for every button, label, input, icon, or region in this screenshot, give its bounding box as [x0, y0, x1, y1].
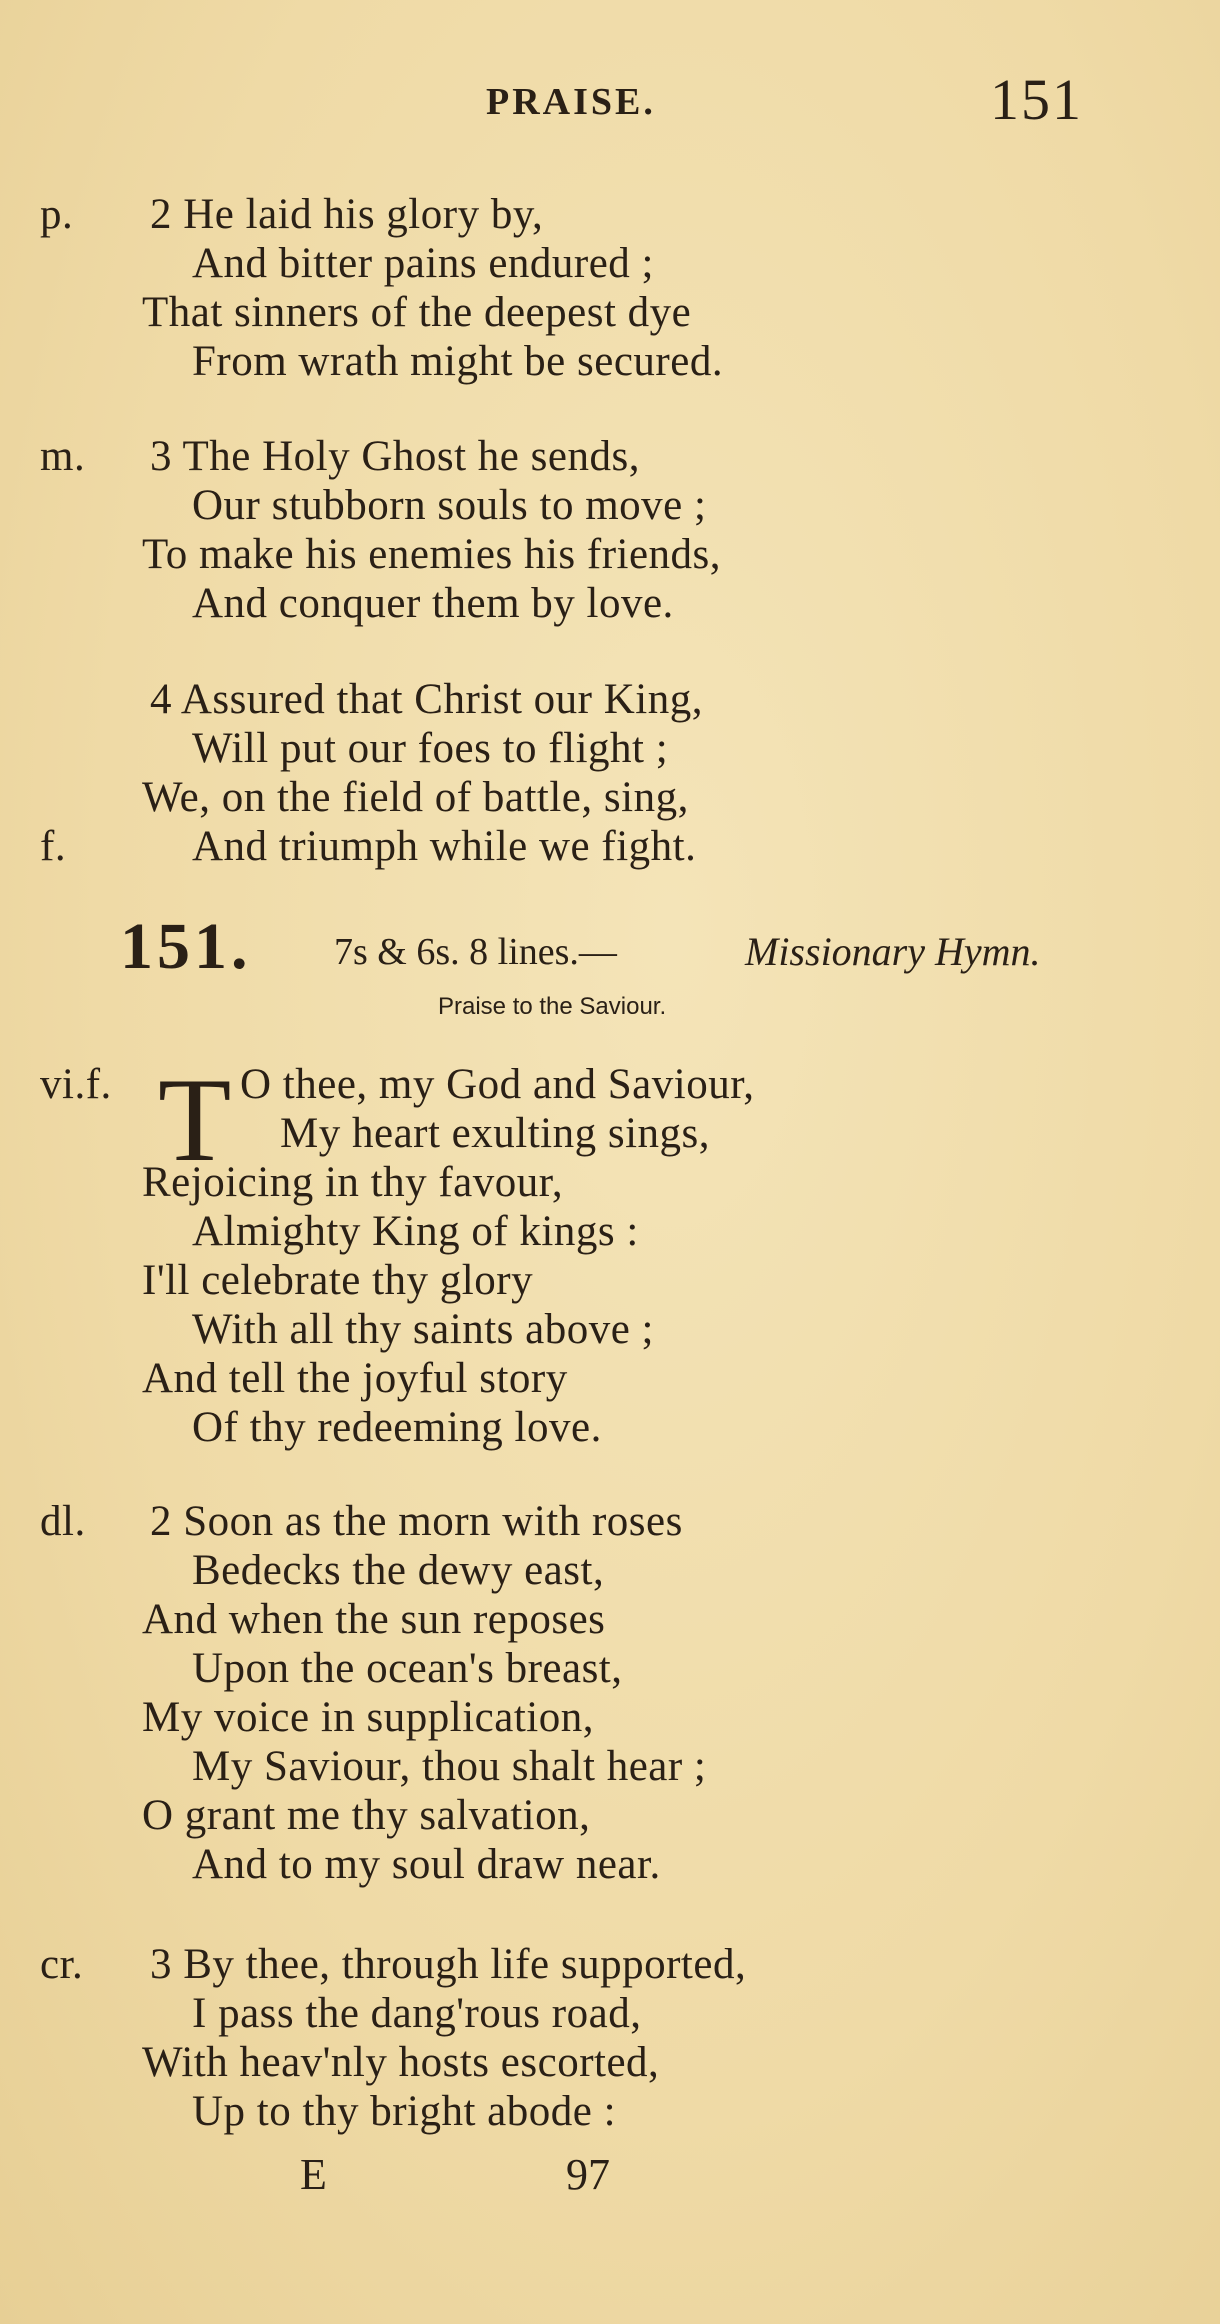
verse-line: Rejoicing in thy favour,: [142, 1159, 564, 1206]
hymn-tune: Missionary Hymn.: [745, 929, 1041, 974]
verse-line: 4 Assured that Christ our King,: [150, 676, 703, 723]
verse-line: 3 By thee, through life supported,: [150, 1941, 747, 1988]
verse-line: My voice in supplication,: [142, 1694, 594, 1741]
page-header: [0, 60, 1220, 130]
verse-line: 2 He laid his glory by,: [150, 191, 544, 238]
hymn-number: 151.: [120, 910, 252, 983]
signature-number: 97: [566, 2150, 610, 2199]
drop-cap: T: [158, 1053, 232, 1186]
verse-line: My Saviour, thou shalt hear ;: [192, 1743, 707, 1790]
verse-line: 2 Soon as the morn with roses: [150, 1498, 683, 1545]
signature-line: [0, 2150, 1220, 2220]
verse-line: Up to thy bright abode :: [192, 2088, 617, 2135]
hymn-subtitle: Praise to the Saviour.: [438, 993, 667, 1020]
dynamic-mark: vi.f.: [40, 1061, 112, 1108]
verse-line: 3 The Holy Ghost he sends,: [150, 433, 640, 480]
verse-line: My heart exulting sings,: [280, 1110, 711, 1157]
verse-line: O grant me thy salvation,: [142, 1792, 591, 1839]
verse-line: Bedecks the dewy east,: [192, 1547, 605, 1594]
verse-line: And tell the joyful story: [142, 1355, 568, 1402]
hymn-meter: 7s & 6s. 8 lines.—: [334, 931, 617, 973]
verse-line: To make his enemies his friends,: [142, 531, 722, 578]
verse-line: We, on the field of battle, sing,: [142, 774, 689, 821]
dynamic-mark: f.: [40, 823, 67, 870]
verse-line: And to my soul draw near.: [192, 1841, 661, 1888]
verse-line: I'll celebrate thy glory: [142, 1257, 534, 1304]
verse-line: Our stubborn souls to move ;: [192, 482, 707, 529]
verse-line: And conquer them by love.: [192, 580, 674, 627]
verse-line: With heav'nly hosts escorted,: [142, 2039, 660, 2086]
verse-line: I pass the dang'rous road,: [192, 1990, 642, 2037]
page-number: 151: [990, 67, 1083, 132]
verse-line: Upon the ocean's breast,: [192, 1645, 623, 1692]
verse-line: Of thy redeeming love.: [192, 1404, 602, 1451]
verse-line: O thee, my God and Saviour,: [240, 1061, 755, 1108]
signature-letter: E: [300, 2150, 327, 2199]
verse-line: And bitter pains endured ;: [192, 240, 655, 287]
verse-line: With all thy saints above ;: [192, 1306, 654, 1353]
dynamic-mark: dl.: [40, 1498, 86, 1545]
verse-line: Almighty King of kings :: [192, 1208, 639, 1255]
running-title: PRAISE.: [486, 81, 656, 123]
dynamic-mark: p.: [40, 191, 74, 238]
verse-line: Will put our foes to flight ;: [192, 725, 669, 772]
verse-line: From wrath might be secured.: [192, 338, 724, 385]
verse-line: That sinners of the deepest dye: [142, 289, 692, 336]
dynamic-mark: cr.: [40, 1941, 84, 1988]
verse-line: And triumph while we fight.: [192, 823, 697, 870]
verse-line: And when the sun reposes: [142, 1596, 606, 1643]
dynamic-mark: m.: [40, 433, 86, 480]
